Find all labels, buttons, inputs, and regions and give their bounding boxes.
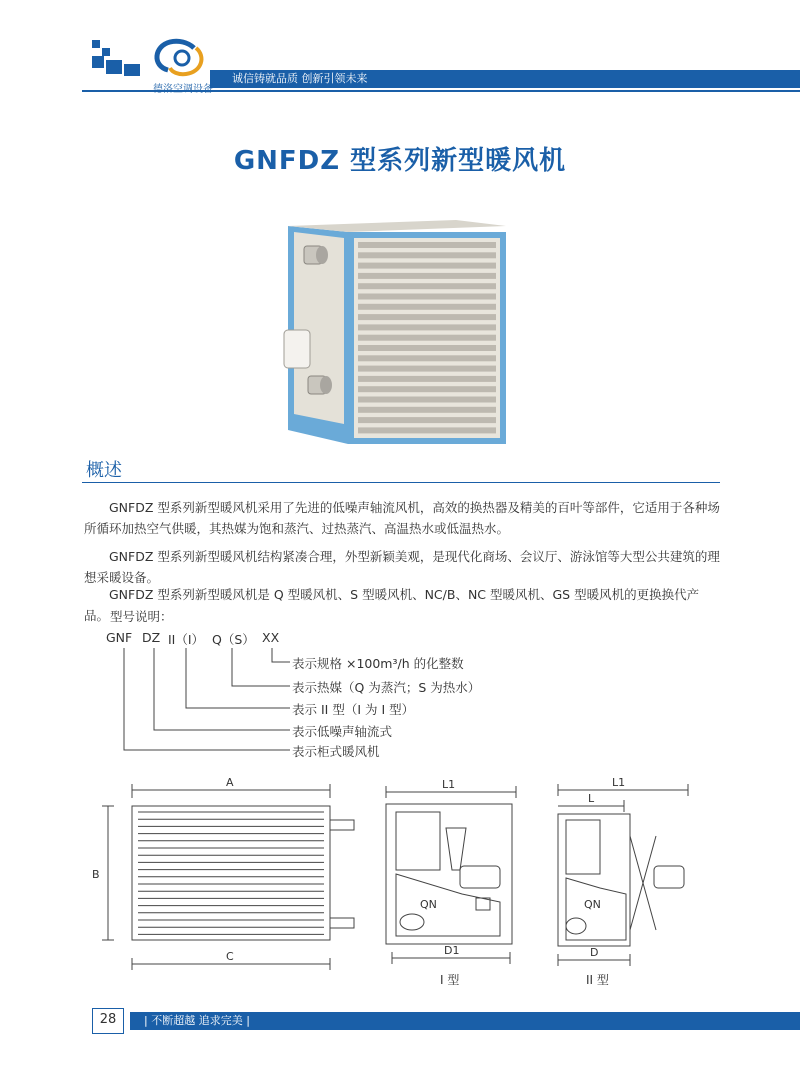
technical-drawings [0, 770, 800, 1000]
model-part-dz: DZ [142, 630, 161, 645]
model-explanation-1: 表示规格 ×100m³/h 的化整数 [292, 656, 464, 671]
front-dim-c: C [226, 950, 234, 963]
model-part-spec: XX [262, 630, 280, 645]
model-part-gnf: GNF [106, 630, 133, 645]
model-description-label: 型号说明： [110, 609, 173, 624]
page-number: 28 [99, 1012, 117, 1027]
model-explanation-2: 表示热媒（Q 为蒸汽；S 为热水） [292, 680, 481, 695]
overview-paragraph-3: GNFDZ 型系列新型暖风机是 Q 型暖风机、S 型暖风机、NC/B、NC 型暖风机、GS 型暖风机的更换换代产品。 [84, 587, 700, 623]
type-1-dim-d1: D1 [444, 944, 460, 957]
model-explanation-5: 表示柜式暖风机 [292, 744, 380, 759]
section-heading: 概述 [86, 460, 122, 481]
type-1-qn-label: QN [420, 898, 437, 911]
front-view-drawing [102, 784, 354, 970]
front-dim-a: A [226, 776, 234, 789]
header-slogan: 诚信铸就品质 创新引领未来 [232, 72, 368, 85]
model-explanation-4: 表示低噪声轴流式 [292, 724, 393, 739]
page-title: GNFDZ 型系列新型暖风机 [233, 146, 567, 176]
front-dim-b: B [92, 868, 100, 881]
model-explanation-3: 表示 II 型（I 为 I 型） [292, 702, 415, 717]
footer-bar [130, 1012, 800, 1030]
model-part-type: II（I） [168, 632, 205, 647]
overview-paragraph-2: GNFDZ 型系列新型暖风机结构紧凑合理，外型新颖美观，是现代化商场、会议厅、游泳馆等大型公共建筑的理想采暖设备。 [84, 549, 720, 585]
type-1-caption: I 型 [440, 973, 460, 987]
page-number-box [92, 1008, 124, 1034]
type-2-side-drawing [558, 784, 688, 966]
footer-motto: | 不断超越 追求完美 | [144, 1014, 250, 1027]
model-part-medium: Q（S） [212, 632, 255, 647]
type-1-dim-l1: L1 [442, 778, 456, 791]
type-2-caption: II 型 [586, 973, 609, 987]
type-2-qn-label: QN [584, 898, 601, 911]
overview-paragraph-1: GNFDZ 型系列新型暖风机采用了先进的低噪声轴流风机，高效的换热器及精美的百叶等部件，它适用于各种场所循环加热空气供暖，其热媒为饱和蒸汽、过热蒸汽、高温热水或低温热水。 [84, 500, 720, 536]
type-2-dim-l1: L1 [612, 776, 626, 789]
type-2-dim-d: D [590, 946, 599, 959]
type-1-side-drawing [386, 786, 516, 964]
type-2-dim-l: L [588, 792, 595, 805]
